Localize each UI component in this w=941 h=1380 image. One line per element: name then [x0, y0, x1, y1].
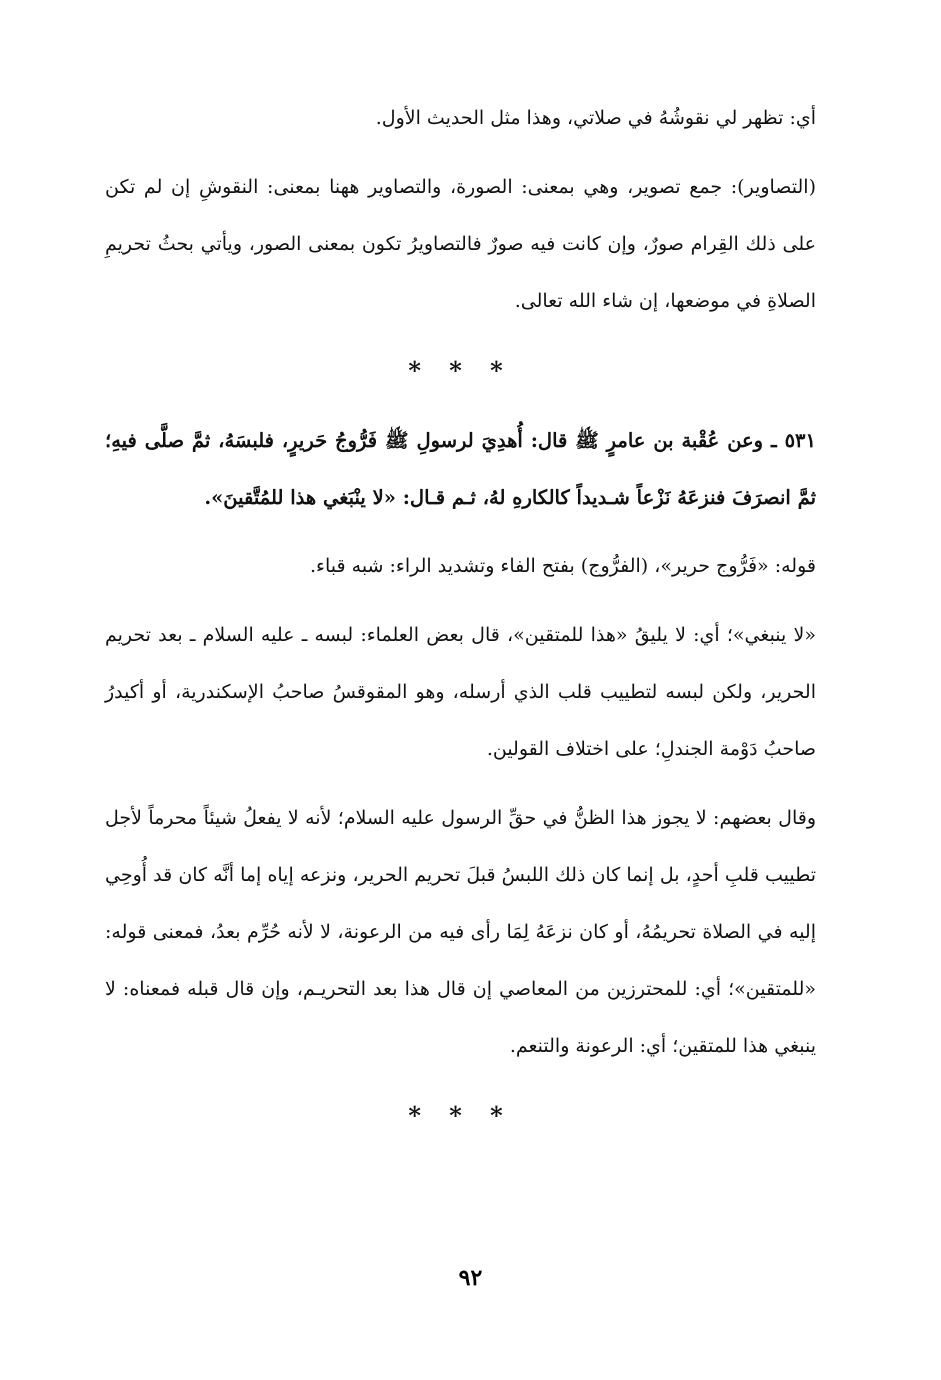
paragraph-3: قوله: «فَرُّوج حرير»، (الفرُّوج) بفتح الفاء وتشديد الراء: شبه قباء.	[310, 555, 816, 577]
section-separator-2: * * *	[408, 1101, 513, 1130]
paragraph-2: (التصاوير): جمع تصوير، وهي بمعنى: الصورة، والتصاوير ههنا بمعنى: النقوشِ إن لم تكن على ذلك القِرام صورٌ، وإن كانت فيه صورٌ فالتصاويرُ تكون بمعنى الصور، ويأتي بحثُ تحريمِ الصلاةِ في موضعها، إن شاء الله تعالى.	[105, 176, 816, 312]
section-separator-1: * * *	[408, 356, 513, 385]
paragraph-4: «لا ينبغي»؛ أي: لا يليقُ «هذا للمتقين»، قال بعض العلماء: لبسه ـ عليه السلام ـ بعد تحريم الحرير، ولكن لبسه لتطييب قلب الذي أرسله، وهو المقوقسُ صاحبُ الإسكندرية، أو أكيدرُ صاحبُ دَوْمة الجندلِ؛ على اختلاف القولين.	[105, 624, 816, 760]
page-number: ٩٢	[458, 1265, 483, 1290]
paragraph-5: وقال بعضهم: لا يجوز هذا الظنُّ في حقِّ الرسول عليه السلام؛ لأنه لا يفعلُ شيئاً محرماً لأجل تطييب قلبِ أحدٍ، بل إنما كان ذلك اللبسُ قبلَ تحريم الحرير، ونزعه إياه إما أنَّه كان قد أُوحِي إليه في الصلاة تحريمُهُ، أو كان نزعَهُ لِمَا رأى فيه من الرعونة، لا لأنه حُرِّم بعدُ، فمعنى قوله: «للمتقين»؛ أي: للمحترزين من المعاصي إن قال هذا بعد التحريـم، وإن قال قبله فمعناه: لا ينبغي هذا للمتقين؛ أي: الرعونة والتنعم.	[105, 807, 816, 1057]
paragraph-1: أي: تظهر لي نقوشُهُ في صلاتي، وهذا مثل الحديث الأول.	[375, 107, 816, 129]
hadith-531: ٥٣١ ـ وعن عُقْبة بن عامرٍ ﷺ قال: أُهدِيَ لرسولِ ﷺ فَرُّوجُ حَريرٍ، فلبسَهُ، ثمَّ صلَّى فيهِ؛ ثمَّ انصرَفَ فنزعَهُ نَزْعاً شـديداً كالكارهِ لهُ، ثـم قـال: «لا ينْبَغي هذا للمُتَّقينَ».	[105, 429, 816, 509]
